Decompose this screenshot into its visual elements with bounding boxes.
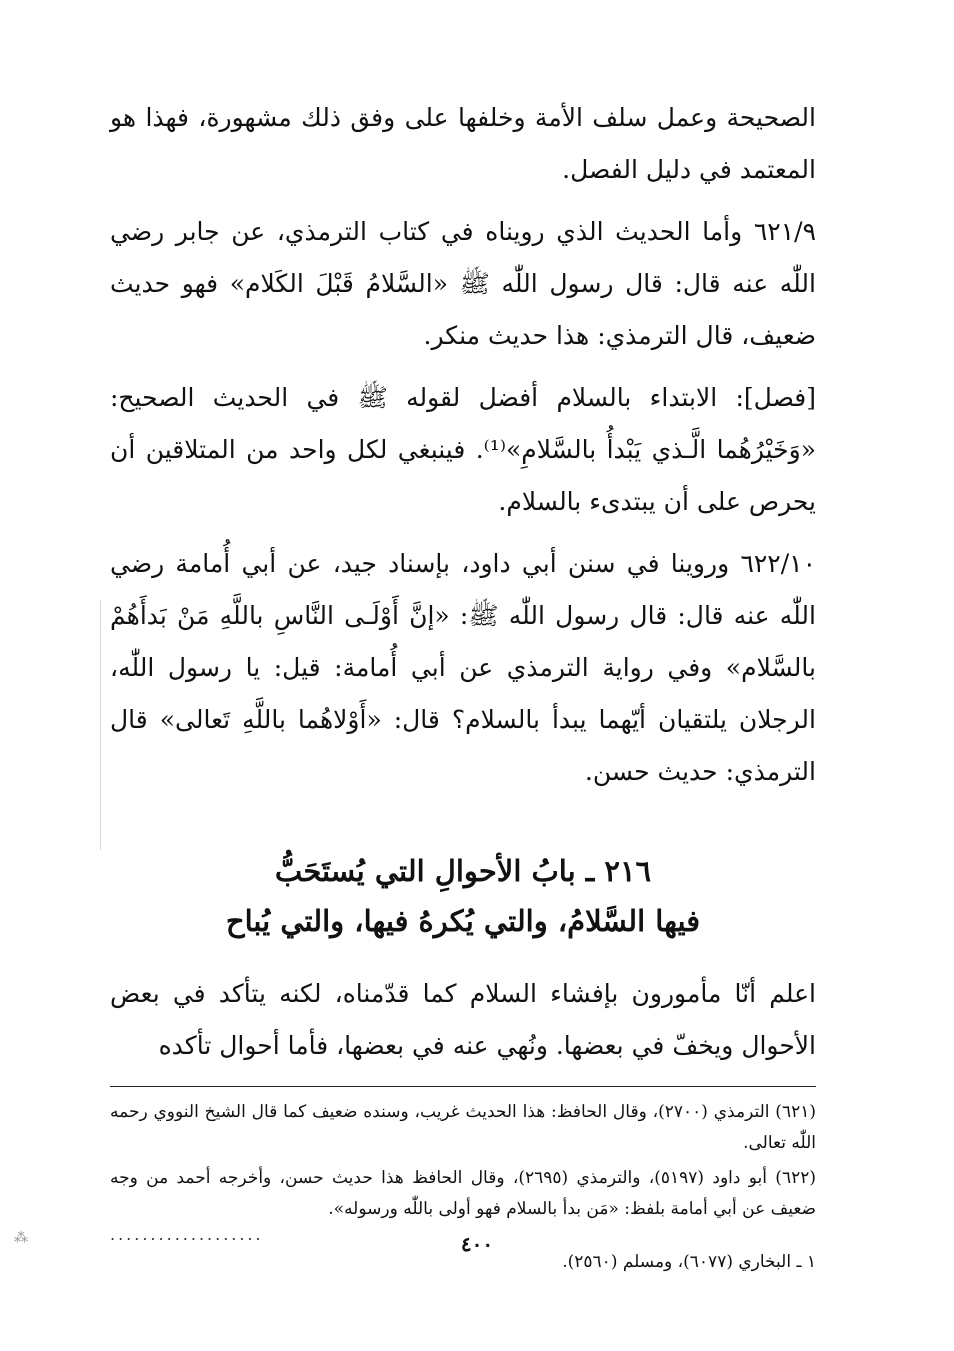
paragraph-hadith-622: ٦٢٢/١٠ وروينا في سنن أبي داود، بإسناد جيد، عن أبي أُمامة رضي اللّٰه عنه قال: قال رسول اللّٰه ﷺ: «إنَّ أَوْلَـى النَّاسِ باللَّهِ مَنْ بَدأَهُمْ بالسَّلام» وفي رواية الترمذي عن أبي أُمامة: قيل: يا رسول اللّٰه، الرجلان يلتقيان أيّهما يبدأ بالسلام؟ قال: «أَوْلاهُما باللَّهِ تَعالى» قال الترمذي: حديث حسن. xyxy=(110,549,816,786)
margin-mark-icon: ⁂ xyxy=(14,1230,28,1246)
footnote-dots: ................... xyxy=(110,1225,264,1244)
paragraph-1: الصحيحة وعمل سلف الأمة وخلفها على وفق ذلك مشهورة، فهذا هو المعتمد في دليل الفصل. xyxy=(110,103,816,184)
chapter-heading xyxy=(110,846,816,946)
margin-line xyxy=(100,600,101,850)
chapter-heading-line-1: ٢١٦ ـ بابُ الأحوالِ التي يُستَحَبُّ xyxy=(274,854,652,888)
chapter-heading-line-2: فيها السَّلامُ، والتي يُكرهُ فيها، والتي يُباح xyxy=(225,904,701,938)
footnote-622: (٦٢٢) أبو داود (٥١٩٧)، والترمذي (٢٦٩٥)، وقال الحافظ هذا حديث حسن، وأخرجه أحمد من وجه ضعيف عن أبي أمامة بلفظ: «مَن بدأ بالسلام فهو أولى باللّٰه ورسوله». xyxy=(110,1168,816,1219)
footnote-621: (٦٢١) الترمذي (٢٧٠٠)، وقال الحافظ: هذا الحديث غريب، وسنده ضعيف كما قال الشيخ النووي رحمه اللّٰه تعالى. xyxy=(110,1102,816,1153)
page-body xyxy=(110,92,816,1278)
footnote-ref-1: ١ ـ البخاري (٦٠٧٧)، ومسلم (٢٥٦٠). xyxy=(562,1252,816,1272)
paragraph-fasl: [فصل]: الابتداء بالسلام أفضل لقوله ﷺ في الحديث الصحيح: «وَخَيْرُهُما الَّـذي يَبْدأُ بالسَّلامِ»⁽¹⁾. فينبغي لكل واحد من المتلاقين أن يحرص على أن يبتدىء بالسلام. xyxy=(110,383,816,516)
paragraph-after-heading: اعلم أنّا مأمورون بإفشاء السلام كما قدّمناه، لكنه يتأكد في بعض الأحوال ويخفّ في بعضها. ونُهي عنه في بعضها، فأما أحوال تأكده xyxy=(110,979,816,1060)
footnote-divider xyxy=(110,1086,816,1087)
paragraph-hadith-621: ٦٢١/٩ وأما الحديث الذي رويناه في كتاب الترمذي، عن جابر رضي اللّٰه عنه قال: قال رسول اللّٰه ﷺ «السَّلامُ قَبْلَ الكَلام» فهو حديث ضعيف، قال الترمذي: هذا حديث منكر. xyxy=(110,217,816,350)
page-number: ٤٠٠ xyxy=(460,1232,494,1256)
